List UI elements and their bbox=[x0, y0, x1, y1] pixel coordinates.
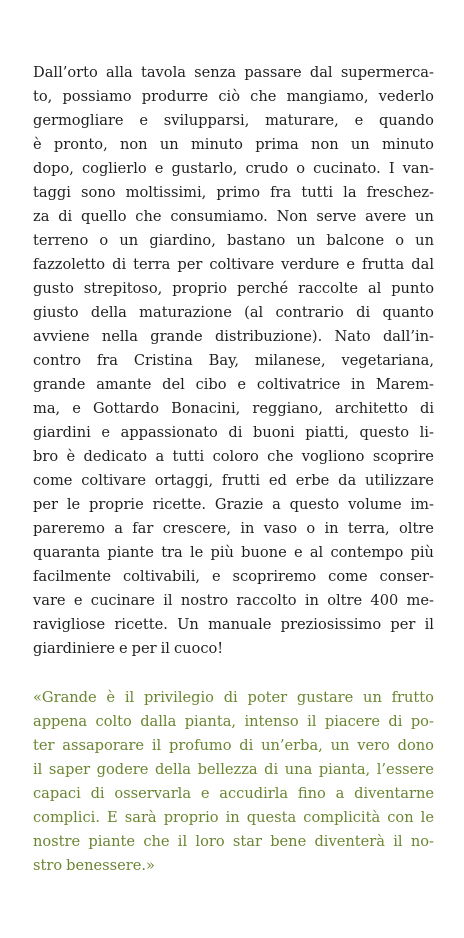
description-line: pareremo a far crescere, in vaso o in terra, oltre bbox=[33, 520, 434, 537]
description-line: ravigliose ricette. Un manuale preziosissimo per il bbox=[33, 616, 434, 633]
quote-line: «Grande è il privilegio di poter gustare un frutto bbox=[33, 689, 434, 706]
book-back-cover-text bbox=[33, 61, 434, 878]
description-line: avviene nella grande distribuzione). Nato dall’in- bbox=[33, 328, 434, 345]
quote-line: ter assaporare il profumo di un’erba, un vero dono bbox=[33, 737, 434, 754]
description-line: ma, e Gottardo Bonacini, reggiano, architetto di bbox=[33, 400, 434, 417]
description-line: giardiniere e per il cuoco! bbox=[33, 640, 224, 657]
description-line: vare e cucinare il nostro raccolto in oltre 400 me- bbox=[33, 592, 434, 609]
quote-line: complici. E sarà proprio in questa complicità con le bbox=[33, 809, 434, 826]
description-line: to, possiamo produrre ciò che mangiamo, vederlo bbox=[33, 88, 434, 105]
description-line: facilmente coltivabili, e scopriremo come conser- bbox=[33, 568, 434, 585]
description-line: per le proprie ricette. Grazie a questo volume im- bbox=[33, 496, 434, 513]
description-line: terreno o un giardino, bastano un balcone o un bbox=[33, 232, 434, 249]
description-line: contro fra Cristina Bay, milanese, vegetariana, bbox=[33, 352, 434, 369]
description-line: za di quello che consumiamo. Non serve avere un bbox=[33, 208, 434, 225]
description-line: gusto strepitoso, proprio perché raccolte al punto bbox=[33, 280, 434, 297]
description-line: giusto della maturazione (al contrario di quanto bbox=[33, 304, 434, 321]
quote-line: il saper godere della bellezza di una pianta, l’essere bbox=[33, 761, 434, 778]
description-line: quaranta piante tra le più buone e al contempo più bbox=[33, 544, 434, 561]
description-line: fazzoletto di terra per coltivare verdure e frutta dal bbox=[33, 256, 434, 273]
quote-line: appena colto dalla pianta, intenso il piacere di po- bbox=[33, 713, 434, 730]
description-line: taggi sono moltissimi, primo fra tutti la freschez- bbox=[33, 184, 434, 201]
description-line: dopo, coglierlo e gustarlo, crudo o cucinato. I van- bbox=[33, 160, 434, 177]
quote-paragraph bbox=[33, 686, 434, 878]
description-line: Dall’orto alla tavola senza passare dal supermerca- bbox=[33, 64, 434, 81]
description-line: germogliare e svilupparsi, maturare, e quando bbox=[33, 112, 434, 129]
description-paragraph bbox=[33, 61, 434, 661]
description-line: giardini e appassionato di buoni piatti, questo li- bbox=[33, 424, 434, 441]
quote-line: capaci di osservarla e accudirla fino a diventarne bbox=[33, 785, 434, 802]
description-line: bro è dedicato a tutti coloro che vogliono scoprire bbox=[33, 448, 434, 465]
description-line: come coltivare ortaggi, frutti ed erbe da utilizzare bbox=[33, 472, 434, 489]
description-line: grande amante del cibo e coltivatrice in Marem- bbox=[33, 376, 434, 393]
quote-line: stro benessere.» bbox=[33, 857, 155, 874]
description-line: è pronto, non un minuto prima non un minuto bbox=[33, 136, 434, 153]
quote-line: nostre piante che il loro star bene diventerà il no- bbox=[33, 833, 434, 850]
